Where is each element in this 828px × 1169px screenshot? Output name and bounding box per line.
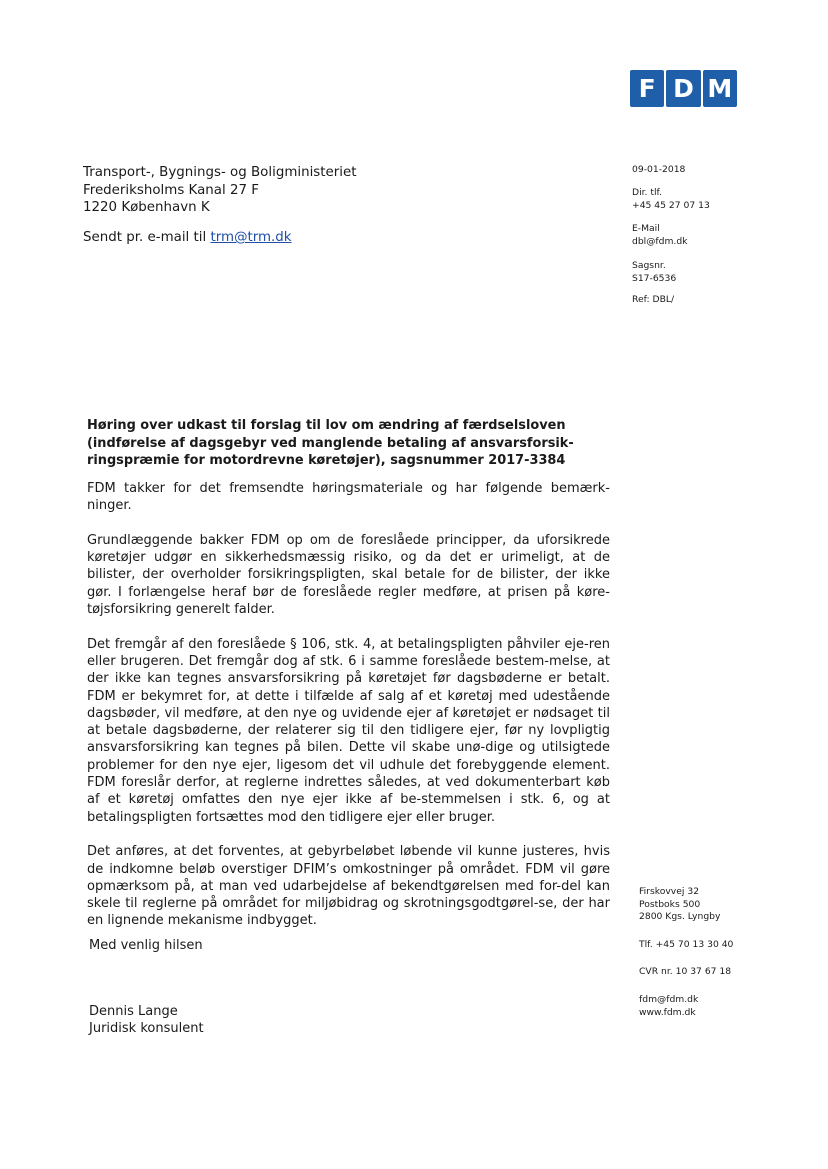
letter-date: 09-01-2018 (632, 164, 686, 175)
recipient-address (83, 164, 356, 217)
reference: Ref: DBL/ (632, 294, 675, 305)
footer-phone: Tlf. +45 70 13 30 40 (639, 939, 734, 950)
direct-phone-block (632, 187, 710, 212)
body-paragraph-3: Det fremgår af den foreslåede § 106, stk. 4, at betalingspligten påhviler eje-ren eller brugeren. Det fremgår dog af stk. 6 i samme foreslåede bestem-melse, at der ikke kan tegnes ansvarsforsikring på køretøjet før dagsbøderne er betalt. FDM er bekymret for, at dette i tilfælde af salg af et køretøj med udestående dagsbøder, vil medføre, at den nye og uvidende ejer af køretøjet er nødsaget til at betale dagsbøderne, der relaterer sig til den tidligere ejer, før ny lovpligtig ansvarsforsikring kan tegnes på bilen. Dette vil skabe unø-dige og utilsigtede problemer for den nye ejer, ligesom det vil udhule det forebyggende element. FDM foreslår derfor, at reglerne indrettes således, at ved dokumenterbart køb af et køretøj omfattes den nye ejer ikke af be-stemmelsen i stk. 6, og at betalingspligten fortsættes mod den tidligere ejer eller bruger. (87, 636, 610, 825)
email-block (632, 223, 688, 248)
footer-postbox: Postboks 500 (639, 898, 701, 910)
signature-name: Dennis Lange (89, 1004, 178, 1019)
footer-city: 2800 Kgs. Lyngby (639, 911, 721, 922)
sent-by-prefix: Sendt pr. e-mail til (83, 230, 211, 245)
footer-website: www.fdm.dk (639, 1006, 696, 1018)
sent-by-line (83, 230, 292, 245)
logo-letter-d: D (666, 70, 700, 107)
email-value: dbl@fdm.dk (632, 235, 688, 247)
footer-cvr: CVR nr. 10 37 67 18 (639, 966, 732, 977)
footer-address (639, 886, 720, 924)
fdm-logo (630, 70, 737, 107)
subject-heading: Høring over udkast til forslag til lov om ændring af færdselsloven (indførelse af dagsgebyr ved manglende betaling af ansvarsforsik-ringspræmie for motordrevne køretøjer), sagsnummer 2017-3384 (87, 418, 574, 469)
recipient-line-1: Transport-, Bygnings- og Boligministeriet (83, 165, 357, 180)
body-paragraph-4: Det anføres, at det forventes, at gebyrbeløbet løbende vil kunne justeres, hvis de indkomne beløb overstiger DFIM’s omkostninger på området. FDM vil gøre opmærksom på, at man ved udarbejdelse af bekendtgørelsen med for-del kan skele til reglerne på området for miljøbidrag og skrotningsgodtgørel-se, der har en lignende mekanisme indbygget. (87, 844, 610, 929)
closing-greeting: Med venlig hilsen (89, 938, 203, 953)
footer-street: Firskovvej 32 (639, 886, 700, 897)
body-paragraph-1: FDM takker for det fremsendte høringsmateriale og har følgende bemærk-ninger. (87, 481, 610, 514)
logo-letter-f: F (630, 70, 664, 107)
signature-block (89, 1003, 204, 1037)
recipient-line-2: Frederiksholms Kanal 27 F (83, 182, 259, 198)
case-value: S17-6536 (632, 272, 677, 284)
letter-body (87, 480, 610, 947)
footer-contact (639, 994, 698, 1019)
signature-title: Juridisk konsulent (89, 1021, 204, 1036)
logo-letter-m: M (703, 70, 737, 107)
email-label: E-Mail (632, 223, 660, 234)
case-label: Sagsnr. (632, 260, 666, 271)
recipient-email-link[interactable]: trm@trm.dk (210, 230, 292, 245)
footer-email: fdm@fdm.dk (639, 994, 699, 1005)
direct-phone-value: +45 45 27 07 13 (632, 199, 710, 211)
body-paragraph-2: Grundlæggende bakker FDM op om de foreslåede principper, da uforsikrede køretøjer udgør en sikkerhedsmæssig risiko, og da det er urimeligt, at de bilister, der overholder forsikringspligten, skal betale for de bilister, der ikke gør. I forlængelse heraf bør de foreslåede regler medføre, at prisen på køre-tøjsforsikring generelt falder. (87, 532, 610, 618)
direct-phone-label: Dir. tlf. (632, 187, 663, 198)
recipient-line-3: 1220 København K (83, 200, 210, 215)
case-block (632, 260, 676, 285)
